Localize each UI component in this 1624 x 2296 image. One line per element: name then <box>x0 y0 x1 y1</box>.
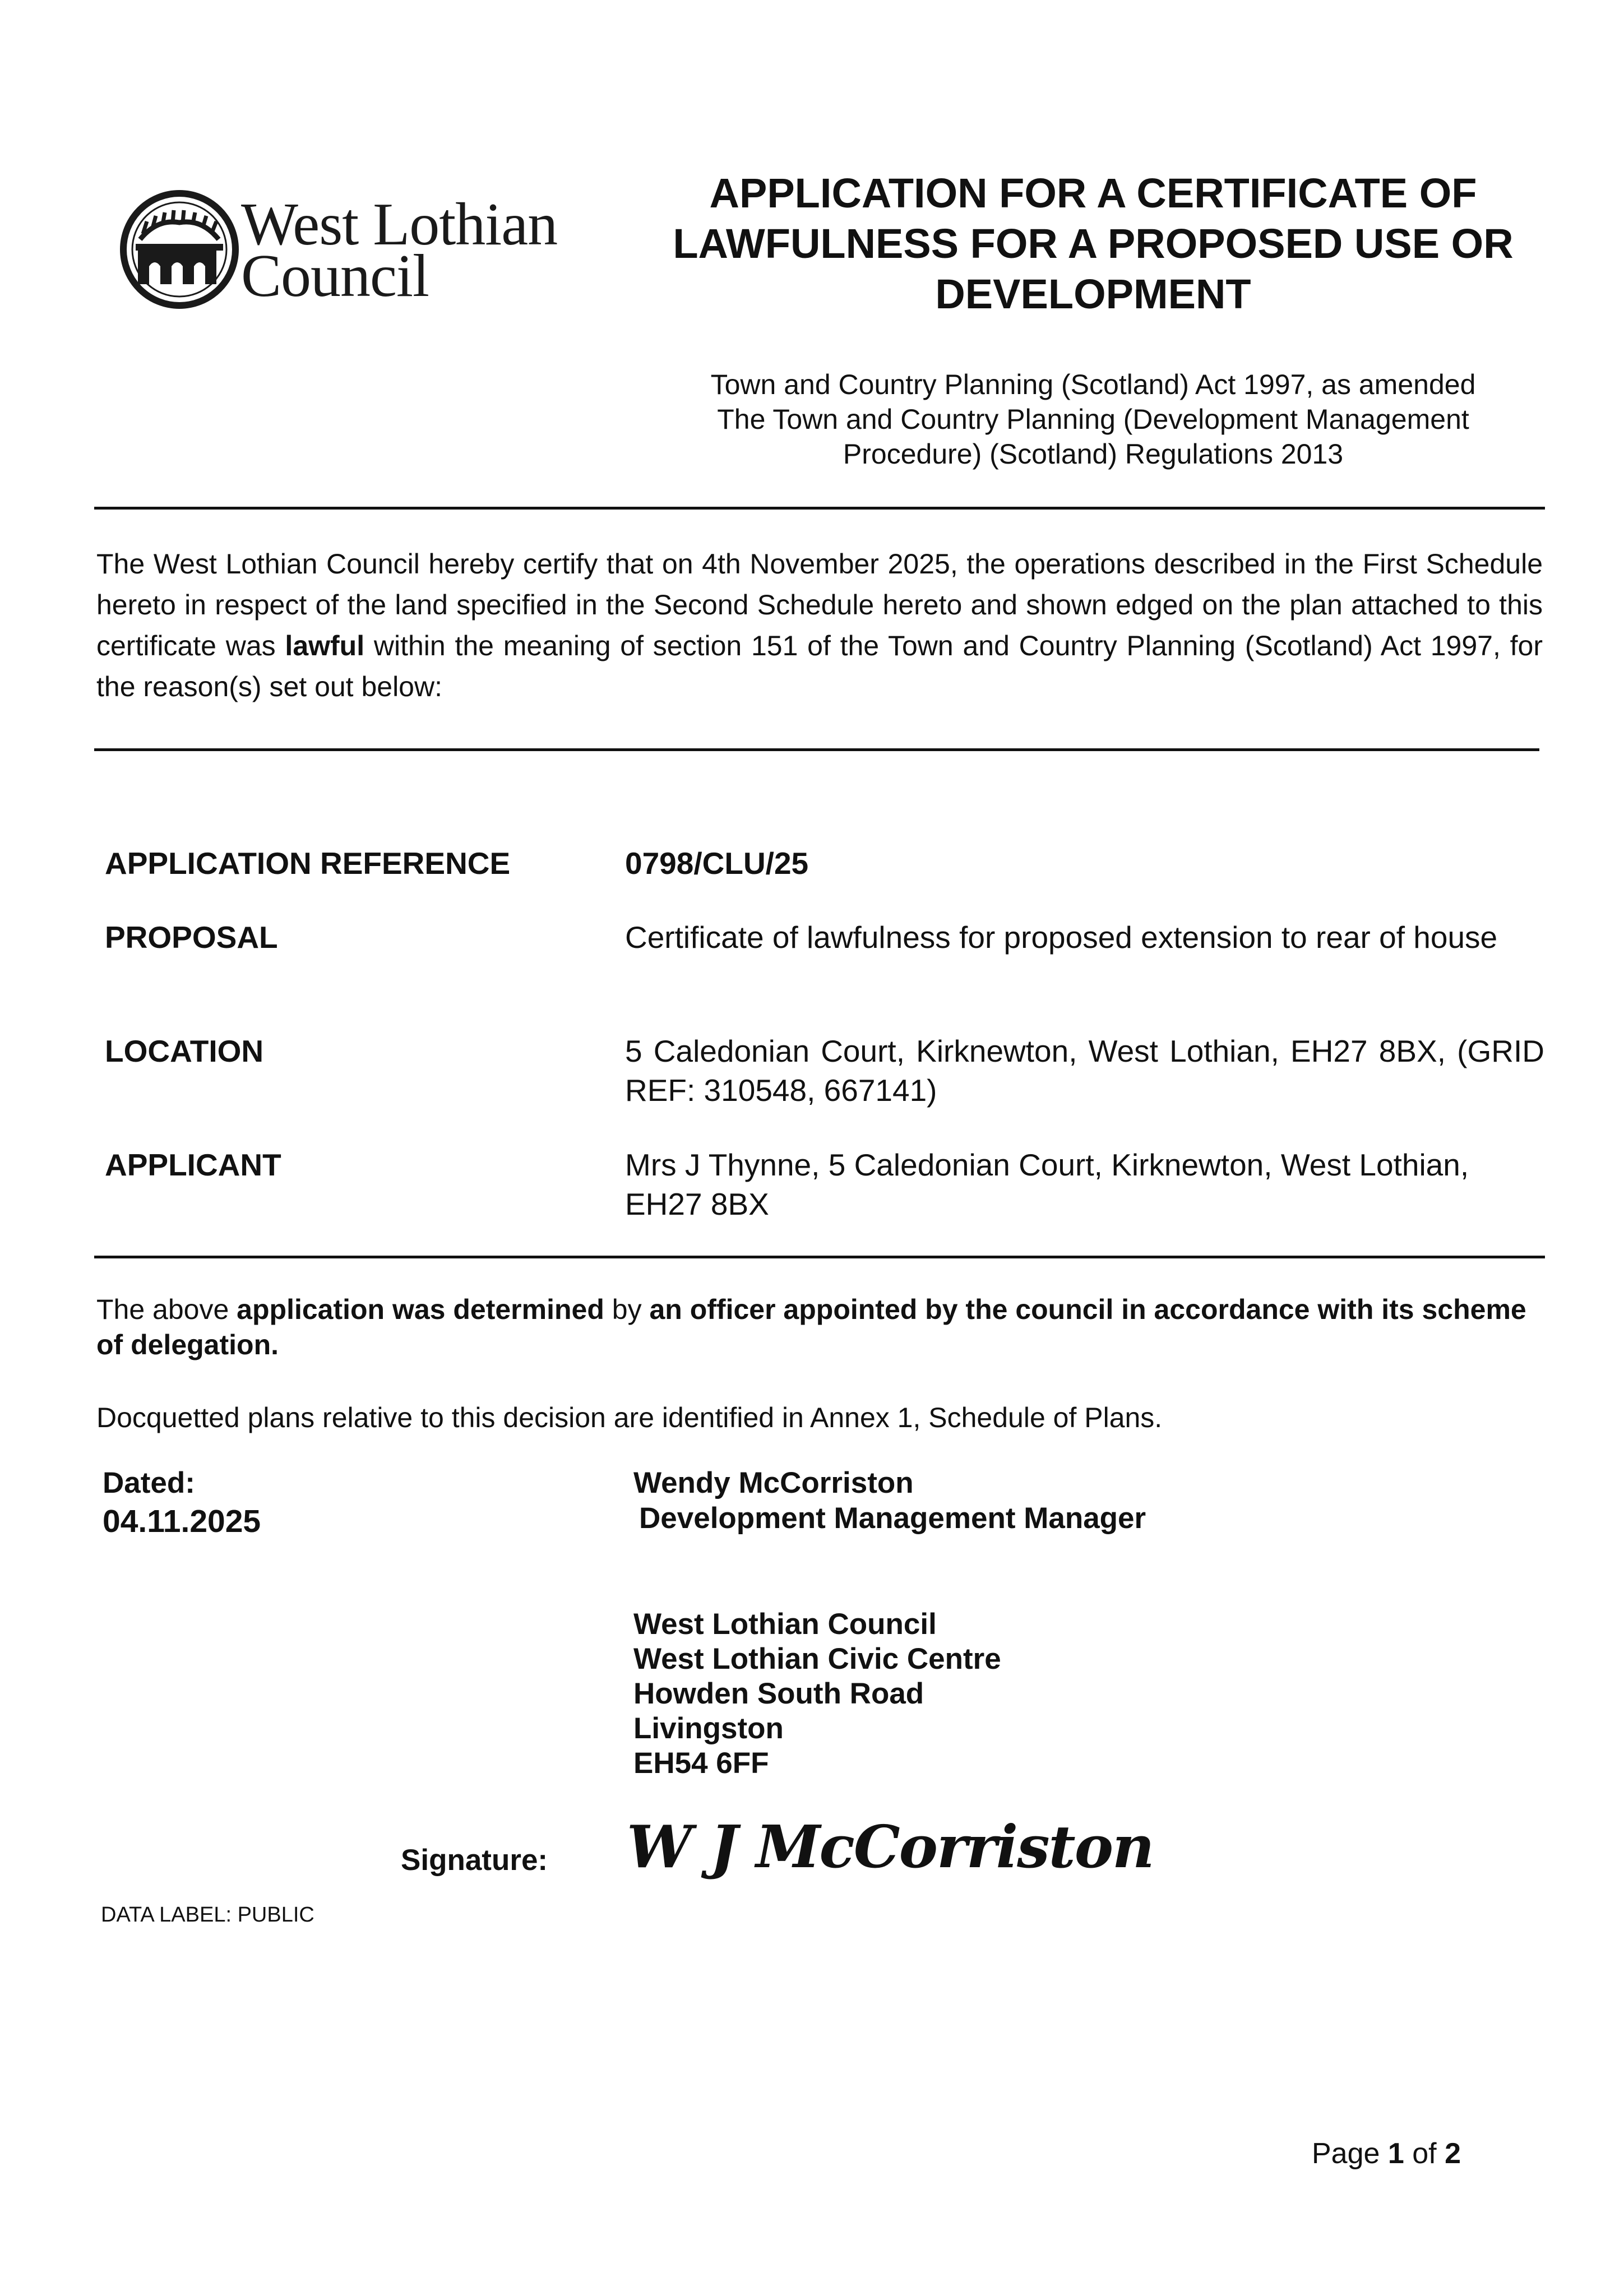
applicant-label: APPLICANT <box>105 1147 281 1182</box>
legislation-line-1: Town and Country Planning (Scotland) Act 1997, as amended <box>710 369 1476 400</box>
address-line-2: West Lothian Civic Centre <box>633 1642 1001 1675</box>
page-current: 1 <box>1387 2137 1404 2170</box>
determination-text-2: by <box>604 1294 650 1325</box>
council-address <box>633 1607 1001 1781</box>
proposal-label: PROPOSAL <box>105 920 278 955</box>
address-line-4: Livingston <box>633 1712 784 1745</box>
divider-top <box>94 507 1545 510</box>
council-logo-text <box>241 191 558 309</box>
application-reference-label: APPLICATION REFERENCE <box>105 846 511 881</box>
determination-bold-1: application was determined <box>237 1294 604 1325</box>
signature-label: Signature: <box>401 1844 548 1877</box>
handwritten-signature: W J McCorriston <box>627 1812 1154 1881</box>
address-line-1: West Lothian Council <box>633 1608 937 1641</box>
certification-bold-word: lawful <box>285 630 365 661</box>
address-line-5: EH54 6FF <box>633 1747 769 1780</box>
title-line-2: LAWFULNESS FOR A PROPOSED USE OR <box>673 220 1514 267</box>
location-label: LOCATION <box>105 1034 264 1068</box>
title-line-1: APPLICATION FOR A CERTIFICATE OF <box>709 170 1477 216</box>
page-total: 2 <box>1445 2137 1461 2170</box>
determination-statement <box>96 1292 1543 1363</box>
page-prefix: Page <box>1312 2137 1388 2170</box>
logo-text-line-2: Council <box>241 243 429 309</box>
dated-label: Dated: <box>103 1466 195 1499</box>
location-value: 5 Caledonian Court, Kirknewton, West Lothian, EH27 8BX, (GRID REF: 310548, 667141) <box>625 1034 1544 1108</box>
data-classification-label: DATA LABEL: PUBLIC <box>101 1903 314 1927</box>
logo-text-line-1: West Lothian <box>241 191 558 258</box>
determination-bold-2: an officer appointed by the council in accordance with its scheme of delegation. <box>96 1294 1526 1360</box>
legislation-line-2: The Town and Country Planning (Development Management <box>717 404 1469 435</box>
divider-middle <box>94 748 1539 751</box>
legislation-reference <box>622 367 1564 471</box>
title-line-3: DEVELOPMENT <box>935 271 1251 317</box>
address-line-3: Howden South Road <box>633 1677 924 1710</box>
council-emblem-icon <box>118 188 241 311</box>
dated-value: 04.11.2025 <box>103 1503 261 1539</box>
determination-text-1: The above <box>96 1294 237 1325</box>
page-number <box>1312 2136 1461 2172</box>
officer-title: Development Management Manager <box>639 1502 1146 1535</box>
certification-paragraph <box>96 544 1543 707</box>
certification-text-1: The West Lothian Council hereby certify that on 4th November 2025, the operations described in the First Schedule hereto in respect of the land specified in the Second Schedule hereto and shown edged on the plan attached to this certificate was <box>96 548 1543 661</box>
document-title <box>622 168 1564 320</box>
application-reference-value: 0798/CLU/25 <box>625 846 809 881</box>
docquetted-plans-note: Docquetted plans relative to this decision are identified in Annex 1, Schedule of Plans. <box>96 1402 1163 1433</box>
legislation-line-3: Procedure) (Scotland) Regulations 2013 <box>843 438 1344 470</box>
proposal-value: Certificate of lawfulness for proposed extension to rear of house <box>625 920 1498 955</box>
page-of: of <box>1404 2137 1445 2170</box>
applicant-value: Mrs J Thynne, 5 Caledonian Court, Kirknewton, West Lothian, EH27 8BX <box>625 1147 1469 1221</box>
certification-text-2: within the meaning of section 151 of the Town and Country Planning (Scotland) Act 1997, for the reason(s) set out below: <box>96 630 1543 702</box>
officer-name: Wendy McCorriston <box>633 1466 914 1499</box>
divider-bottom <box>94 1256 1545 1258</box>
